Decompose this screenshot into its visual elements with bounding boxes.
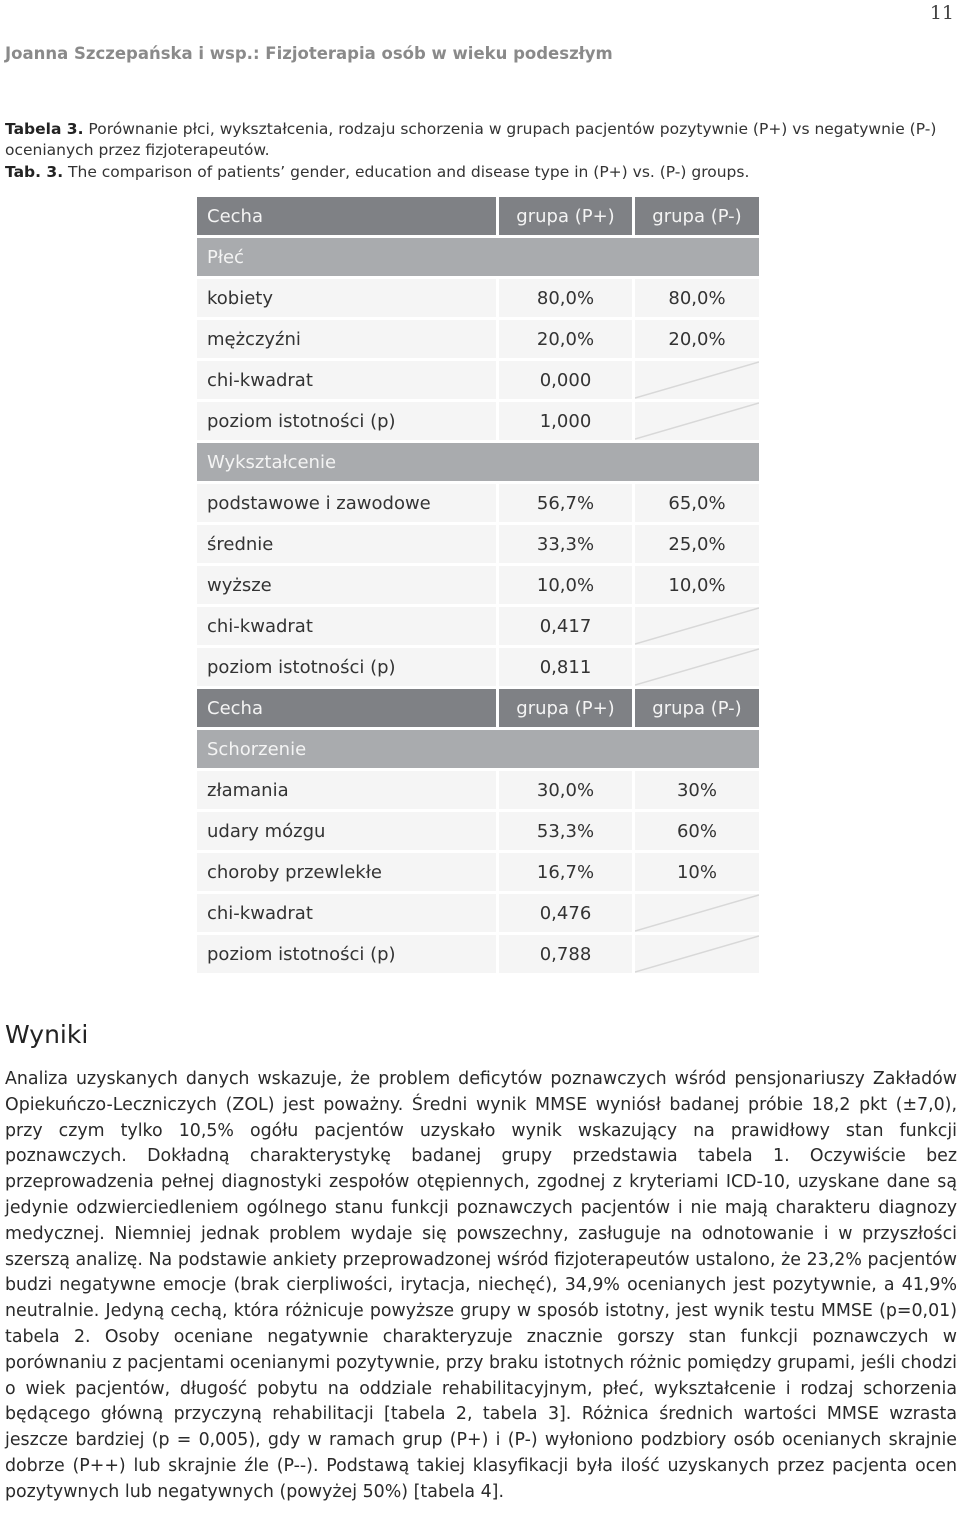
value-group-negative: 20,0% <box>635 320 759 358</box>
row-label: kobiety <box>197 279 496 317</box>
value-group-positive: 56,7% <box>499 484 632 522</box>
table-row <box>197 320 759 358</box>
row-label: wyższe <box>197 566 496 604</box>
value-group-negative: 10% <box>635 853 759 891</box>
row-label: złamania <box>197 771 496 809</box>
table-section-row <box>197 730 759 768</box>
row-label: chi-kwadrat <box>197 361 496 399</box>
row-label: poziom istotności (p) <box>197 402 496 440</box>
value-group-positive: 53,3% <box>499 812 632 850</box>
value-group-negative: 25,0% <box>635 525 759 563</box>
table-row <box>197 402 759 440</box>
value-group-positive: 10,0% <box>499 566 632 604</box>
row-label: poziom istotności (p) <box>197 935 496 973</box>
table-row <box>197 525 759 563</box>
value-group-positive: 0,788 <box>499 935 632 973</box>
value-group-negative: 10,0% <box>635 566 759 604</box>
section-label: Schorzenie <box>197 730 759 768</box>
caption-label: Tab. 3. <box>5 163 64 181</box>
value-group-negative: 80,0% <box>635 279 759 317</box>
value-group-positive: 0,476 <box>499 894 632 932</box>
row-label: średnie <box>197 525 496 563</box>
value-group-positive: 80,0% <box>499 279 632 317</box>
value-group-positive: 33,3% <box>499 525 632 563</box>
table-section-row <box>197 238 759 276</box>
table-row <box>197 484 759 522</box>
empty-cell-diagonal <box>635 402 759 440</box>
diagonal-line-icon <box>635 648 759 686</box>
section-label: Wykształcenie <box>197 443 759 481</box>
header-cell-feature: Cecha <box>197 197 496 235</box>
diagonal-line-icon <box>635 607 759 645</box>
table-header-row <box>197 197 759 235</box>
row-label: choroby przewlekłe <box>197 853 496 891</box>
empty-cell-diagonal <box>635 894 759 932</box>
table-row <box>197 894 759 932</box>
table-header-row <box>197 689 759 727</box>
table-row <box>197 607 759 645</box>
value-group-positive: 0,000 <box>499 361 632 399</box>
empty-cell-diagonal <box>635 607 759 645</box>
value-group-negative: grupa (P-) <box>635 689 759 727</box>
empty-cell-diagonal <box>635 648 759 686</box>
value-group-negative: 30% <box>635 771 759 809</box>
header-cell-group-positive: grupa (P+) <box>499 197 632 235</box>
value-group-positive: 0,811 <box>499 648 632 686</box>
table-row <box>197 812 759 850</box>
table-caption-polish <box>5 119 957 161</box>
table-row <box>197 935 759 973</box>
page-number: 11 <box>929 2 954 24</box>
section-heading: Wyniki <box>5 1020 89 1049</box>
row-label: udary mózgu <box>197 812 496 850</box>
value-group-positive: grupa (P+) <box>499 689 632 727</box>
comparison-table <box>194 194 762 976</box>
caption-text: Porównanie płci, wykształcenia, rodzaju schorzenia w grupach pacjentów pozytywnie (P+) vs negatywnie (P-) ocenianych przez fizjoterapeutów. <box>5 120 937 159</box>
row-label: mężczyźni <box>197 320 496 358</box>
table-row <box>197 648 759 686</box>
value-group-positive: 0,417 <box>499 607 632 645</box>
caption-text: The comparison of patients’ gender, education and disease type in (P+) vs. (P-) groups. <box>63 163 750 181</box>
value-group-positive: 1,000 <box>499 402 632 440</box>
row-label: chi-kwadrat <box>197 894 496 932</box>
table-row <box>197 771 759 809</box>
row-label: podstawowe i zawodowe <box>197 484 496 522</box>
empty-cell-diagonal <box>635 935 759 973</box>
table-section-row <box>197 443 759 481</box>
row-label: Cecha <box>197 689 496 727</box>
empty-cell-diagonal <box>635 361 759 399</box>
table-row <box>197 566 759 604</box>
diagonal-line-icon <box>635 361 759 399</box>
table-row <box>197 279 759 317</box>
diagonal-line-icon <box>635 402 759 440</box>
value-group-positive: 30,0% <box>499 771 632 809</box>
body-paragraph: Analiza uzyskanych danych wskazuje, że problem deficytów poznawczych wśród pensjonariuszy Zakładów Opiekuńczo-Leczniczych (ZOL) jest poważny. Średni wynik MMSE wyniósł badanej próbie 18,2 pkt (±7,0), przy czym tylko 10,5% ogółu pacjentów uzyskało wynik wskazujący na prawidłowy stan funkcji poznawczych. Dokładną charakterystykę badanej grupy przedstawia tabela 1. Oczywiście bez przeprowadzenia pełnej diagnostyki zespołów otępiennych, zgodnej z kryteriami ICD-10, uzyskane dane są jedynie odzwierciedleniem ogólnego stanu funkcji poznawczych pacjentów i nie mają charakteru diagnozy medycznej. Niemniej jednak problem wydaje się powszechny, zasługuje na odnotowanie i w przyszłości szerszą analizę. Na podstawie ankiety przeprowadzonej wśród fizjoterapeutów ustalono, że 23,2% pacjentów budzi negatywne emocje (brak cierpliwości, irytacja, niechęć), 34,9% ocenianych jest pozytywnie, a 41,9% neutralnie. Jedyną cechą, która różnicuje powyższe grupy w sposób istotny, jest wynik testu MMSE (p=0,01) tabela 2. Osoby oceniane negatywnie charakteryzuje znacznie gorszy stan funkcji poznawczych w porównaniu z pacjentami ocenianymi pozytywnie, przy braku istotnych różnic pomiędzy grupami, jeśli chodzi o wiek pacjentów, długość pobytu na oddziale rehabilitacyjnym, płeć, wykształcenie i rodzaj schorzenia będącego główną przyczyną rehabilitacji [tabela 2, tabela 3]. Różnica średnich wartości MMSE wzrasta jeszcze bardziej (p = 0,005), gdy w ramach grup (P+) i (P-) wyłoniono podzbiory osób ocenianych skrajnie dobrze (P++) lub skrajnie źle (P--). Podstawą takiej klasyfikacji była ilość uzyskanych przez pacjenta ocen pozytywnych lub negatywnych (powyżej 50%) [tabela 4]. <box>5 1069 957 1502</box>
table-row <box>197 361 759 399</box>
table-caption-english <box>5 162 957 183</box>
row-label: chi-kwadrat <box>197 607 496 645</box>
value-group-positive: 16,7% <box>499 853 632 891</box>
value-group-positive: 20,0% <box>499 320 632 358</box>
value-group-negative: 60% <box>635 812 759 850</box>
diagonal-line-icon <box>635 935 759 973</box>
header-cell-group-negative: grupa (P-) <box>635 197 759 235</box>
row-label: poziom istotności (p) <box>197 648 496 686</box>
caption-label: Tabela 3. <box>5 120 84 138</box>
diagonal-line-icon <box>635 894 759 932</box>
table-row <box>197 853 759 891</box>
value-group-negative: 65,0% <box>635 484 759 522</box>
running-header: Joanna Szczepańska i wsp.: Fizjoterapia osób w wieku podeszłym <box>5 44 613 63</box>
section-label: Płeć <box>197 238 759 276</box>
